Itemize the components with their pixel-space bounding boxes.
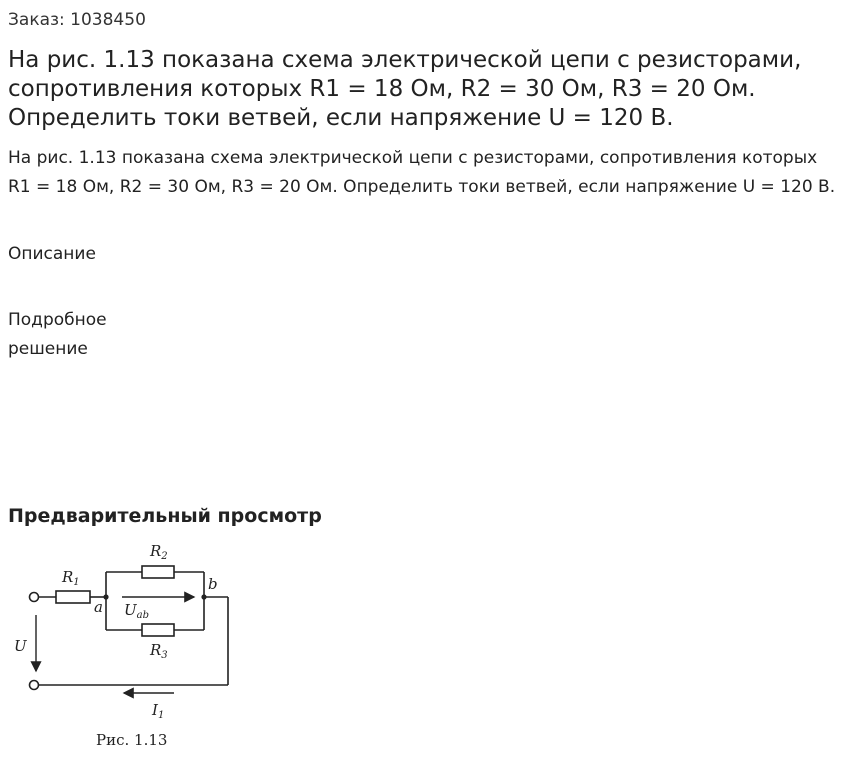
detailed-solution-label: Подробное решение	[8, 310, 107, 359]
label-u: U	[14, 637, 27, 655]
resistor-r1	[56, 591, 90, 603]
label-i1: $I_1$	[152, 701, 165, 721]
description-label: Описание	[8, 244, 96, 264]
resistor-r2	[142, 566, 174, 578]
label-uab: $U_{ab}$	[124, 601, 150, 621]
terminal-bottom	[30, 681, 39, 690]
terminal-top	[30, 593, 39, 602]
order-number: Заказ: 1038450	[8, 10, 146, 30]
circuit-svg	[10, 535, 250, 765]
label-node-a: a	[94, 598, 103, 616]
label-r3: $R_3$	[150, 641, 168, 661]
figure-caption: Рис. 1.13	[96, 731, 168, 749]
node-b-dot	[201, 594, 206, 599]
label-node-b: b	[208, 575, 218, 593]
preview-heading: Предварительный просмотр	[8, 505, 322, 527]
label-r2: $R_2$	[150, 542, 168, 562]
resistor-r3	[142, 624, 174, 636]
problem-text: На рис. 1.13 показана схема электрической цепи с резисторами, сопротивления которых R1 = 18 Ом, R2 = 30 Ом, R3 = 20 Ом. Определить токи ветвей, если напряжение U = 120 В.	[8, 148, 836, 197]
page-title: На рис. 1.13 показана схема электрической цепи с резисторами, сопротивления которых R1 = 18 Ом, R2 = 30 Ом, R3 = 20 Ом. Определить токи ветвей, если напряжение U = 120 В.	[8, 47, 802, 131]
label-r1: $R_1$	[62, 568, 80, 588]
circuit-diagram	[10, 535, 250, 765]
node-a-dot	[103, 594, 108, 599]
